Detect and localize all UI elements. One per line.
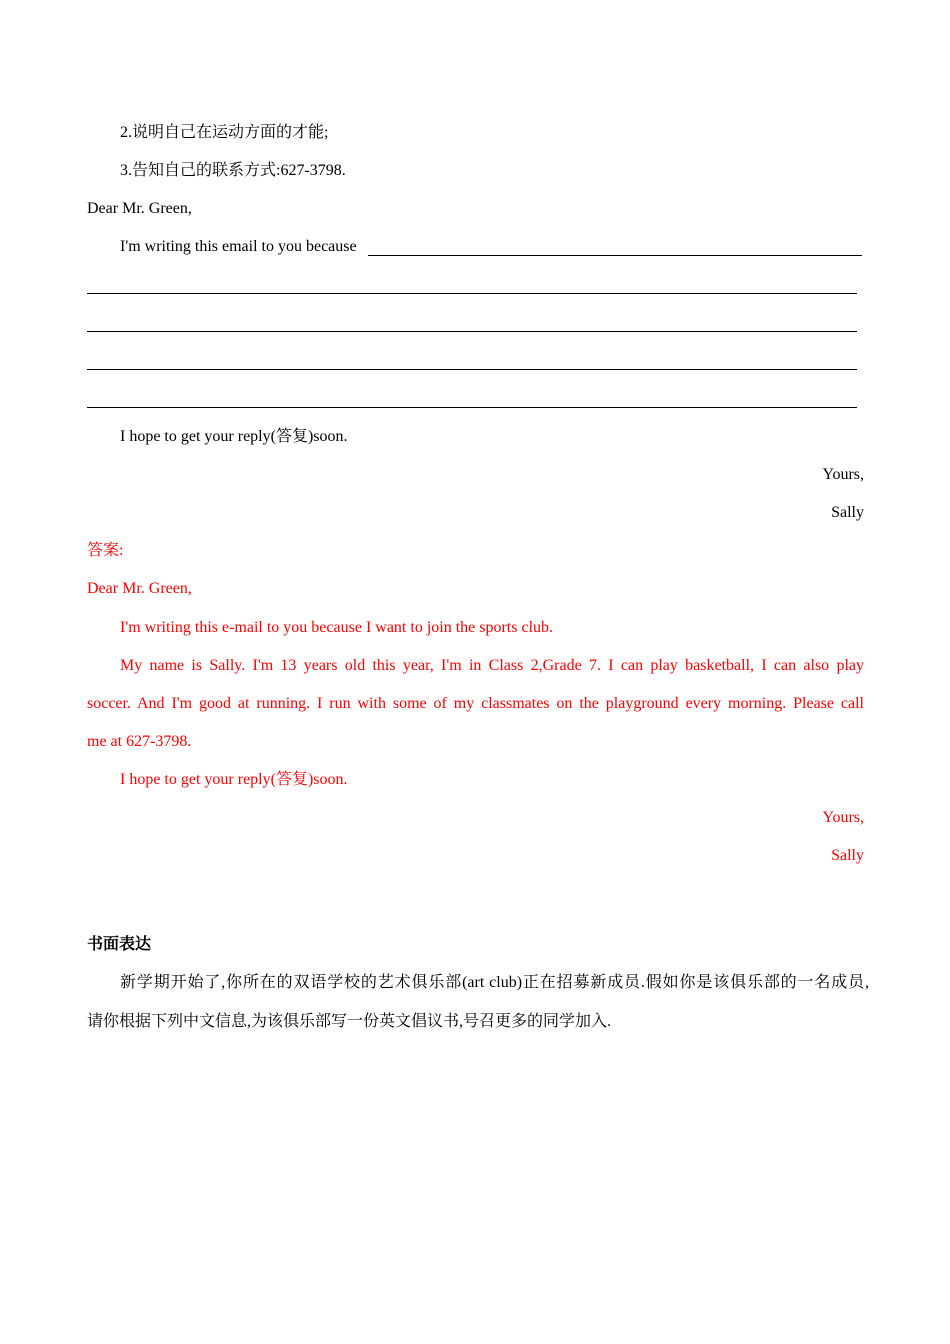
letter-signoff: Yours, [822,466,864,483]
answer-blank-line-5 [87,407,857,408]
requirement-3: 3.告知自己的联系方式:627-3798. [120,162,346,179]
letter-greeting: Dear Mr. Green, [87,200,192,217]
answer-greeting: Dear Mr. Green, [87,580,192,597]
answer-blank-line-4 [87,369,857,370]
answer-paragraph-2-line-1: My name is Sally. I'm 13 years old this year, I'm in Class 2,Grade 7. I can play basketball, I can also play [120,657,864,674]
answer-paragraph-2-line-3: me at 627-3798. [87,733,192,750]
requirement-2: 2.说明自己在运动方面的才能; [120,124,329,141]
answer-blank-line-1 [368,255,862,256]
letter-name: Sally [831,504,864,521]
letter-opening: I'm writing this email to you because [120,238,357,255]
answer-label: 答案: [87,542,124,559]
task-description-line-2: 请你根据下列中文信息,为该俱乐部写一份英文倡议书,号召更多的同学加入. [87,1013,612,1030]
answer-blank-line-3 [87,331,857,332]
answer-name: Sally [831,847,864,864]
answer-paragraph-1: I'm writing this e-mail to you because I want to join the sports club. [120,619,554,636]
section-heading: 书面表达 [87,936,152,953]
answer-signoff: Yours, [822,809,864,826]
task-description-line-1: 新学期开始了,你所在的双语学校的艺术俱乐部(art club)正在招募新成员.假如你是该俱乐部的一名成员, [120,974,869,991]
answer-closing: I hope to get your reply(答复)soon. [120,771,348,788]
answer-paragraph-2-line-2: soccer. And I'm good at running. I run with some of my classmates on the playground every morning. Please call [87,695,864,712]
answer-blank-line-2 [87,293,857,294]
letter-closing: I hope to get your reply(答复)soon. [120,428,348,445]
